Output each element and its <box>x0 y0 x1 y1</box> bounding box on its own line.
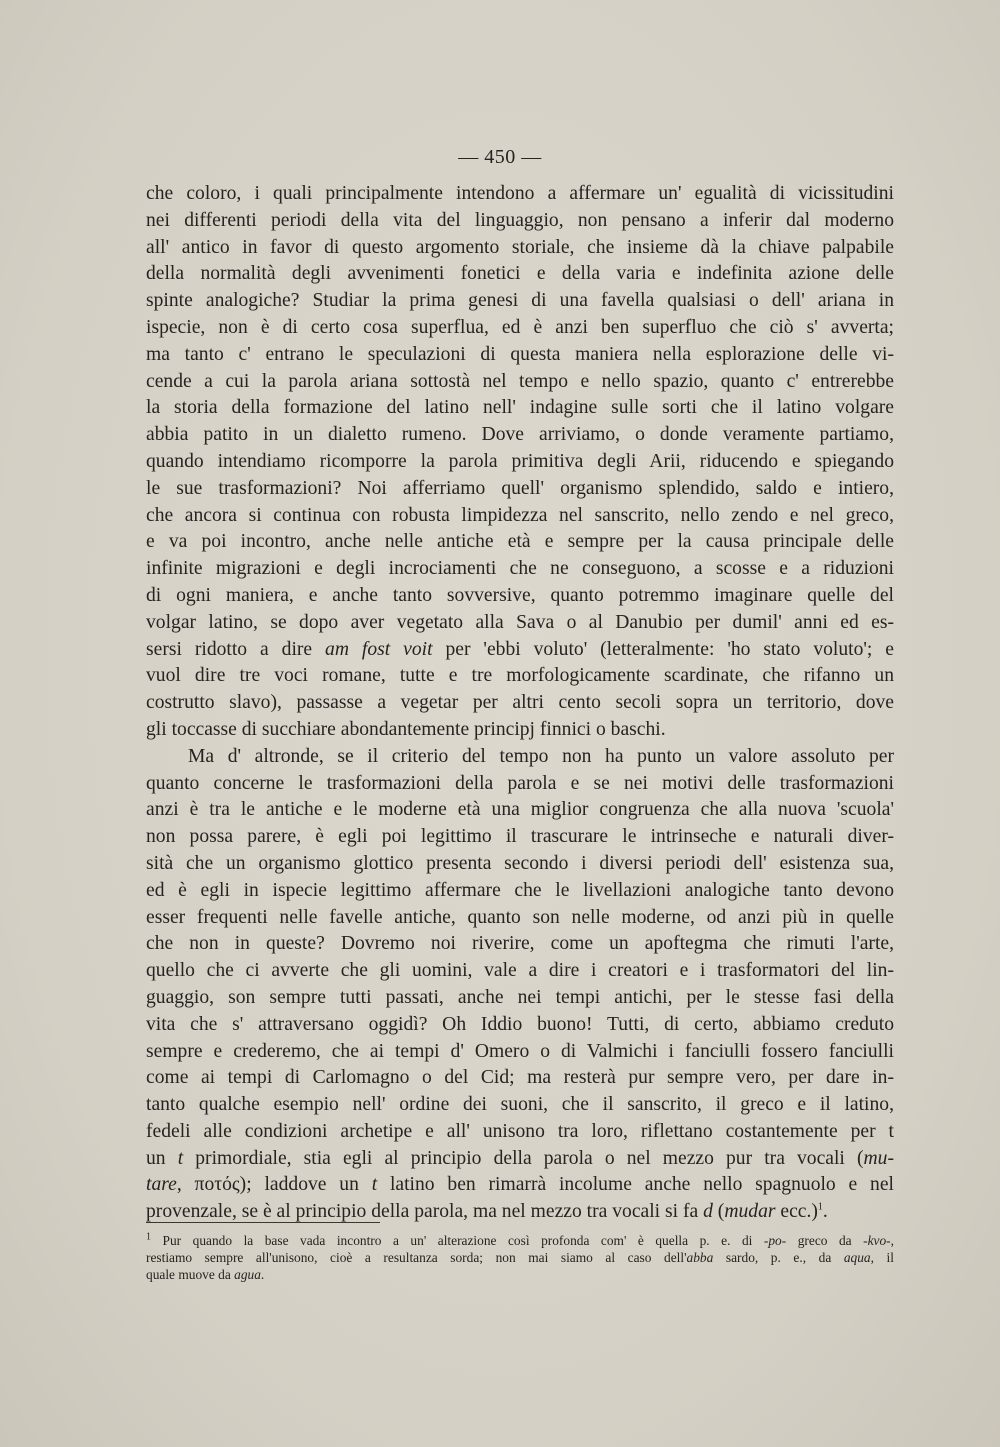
italic-word: -po- <box>763 1233 787 1248</box>
text-line: le sue trasformazioni? Noi afferriamo quell' organismo splendido, saldo e intiero, <box>146 477 894 499</box>
text-line: e va poi incontro, anche nelle antiche età e sempre per la causa principale delle <box>146 531 894 553</box>
text-run: sersi ridotto a dire <box>146 638 326 660</box>
text-line: costrutto slavo), passasse a vegetar per altri cento secoli sopra un territorio, dove <box>146 692 894 714</box>
text-line: che coloro, i quali principalmente intendono a affermare un' egualità di vicissitudini <box>146 183 894 204</box>
text-line: sempre e crederemo, che ai tempi d' Omero o di Valmichi i fanciulli fossero fanciulli <box>146 1040 894 1062</box>
text-run: greco da <box>786 1233 864 1248</box>
text-line: esser frequenti nelle favelle antiche, quanto son nelle moderne, od anzi più in quelle <box>146 906 894 928</box>
text-line <box>146 1172 894 1199</box>
footnote-divider <box>146 1222 380 1223</box>
page-number: — 450 — <box>458 146 542 168</box>
text-line: quello che ci avverte che gli uomini, vale a dire i creatori e i trasformatori del lin- <box>146 960 894 982</box>
italic-word: tare <box>146 1174 177 1196</box>
text-line: la storia della formazione del latino nell' indagine sulle sorti che il latino volgare <box>146 397 894 419</box>
text-run: provenzale, se è al principio della parola, ma nel mezzo tra vocali si fa <box>146 1201 704 1223</box>
text-run: latino ben rimarrà incolume anche nello spagnuolo e nel <box>377 1174 894 1196</box>
italic-word: abba <box>686 1250 714 1265</box>
text-line: quando intendiamo ricomporre la parola primitiva degli Arii, riducendo e spiegando <box>146 450 894 472</box>
text-line: che ancora si continua con robusta limpidezza nel sanscrito, nello zendo e nel greco, <box>146 504 894 526</box>
text-line: guaggio, son sempre tutti passati, anche nei tempi antichi, per le stesse fasi della <box>146 986 894 1008</box>
text-run: restiamo sempre all'unisono, cioè a resultanza sorda; non mai siamo al caso dell' <box>146 1250 687 1265</box>
text-line: infinite migrazioni e degli incrociamenti che ne conseguono, a scosse e a riduzioni <box>146 558 894 580</box>
text-run: per 'ebbi voluto' (letteralmente: 'ho stato voluto'; e <box>432 638 894 660</box>
text-line: vita che s' attraversano oggidì? Oh Iddio buono! Tutti, di certo, abbiamo creduto <box>146 1013 894 1035</box>
italic-word: mu- <box>863 1147 894 1169</box>
text-line: gli toccasse di succhiare abondantemente principj finnici o baschi. <box>146 718 666 740</box>
text-run: Pur quando la base vada incontro a un' alterazione così profonda com' è quella p. e. di <box>162 1233 764 1248</box>
text-line: fedeli alle condizioni archetipe e all' unisono tra loro, riflettano costantemente per t <box>146 1120 894 1142</box>
text-run: ecc.) <box>775 1201 818 1223</box>
text-run: primordiale, stia egli al principio della parola o nel mezzo pur tra vocali ( <box>183 1147 864 1169</box>
text-line: cende a cui la parola ariana sottostà nel tempo e nello spazio, quanto c' entrerebbe <box>146 370 894 392</box>
text-line: vuol dire tre voci romane, tutte e tre morfologicamente scardinate, che rifanno un <box>146 665 894 687</box>
text-line: di ogni maniera, e anche tanto sovversive, quanto potremmo imaginare quelle del <box>146 584 894 606</box>
text-line: abbia patito in un dialetto rumeno. Dove arriviamo, o donde veramente partiamo, <box>146 424 894 446</box>
italic-word: agua <box>234 1267 261 1282</box>
text-line: come ai tempi di Carlomagno o del Cid; ma resterà pur sempre vero, per dare in- <box>146 1067 894 1089</box>
text-run: sardo, p. e., da <box>713 1250 844 1265</box>
text-line: che non in queste? Dovremo noi riverire, come un apoftegma che rimuti l'arte, <box>146 933 894 955</box>
text-line: all' antico in favor di questo argomento storiale, che insieme dà la chiave palpabile <box>146 236 894 258</box>
text-line: ed è egli in ispecie legittimo affermare che le livellazioni analogiche tanto devono <box>146 879 894 901</box>
italic-word: -kvo- <box>863 1233 891 1248</box>
text-line: sità che un organismo glottico presenta secondo i diversi periodi dell' esistenza sua, <box>146 852 894 874</box>
text-line: anzi è tra le antiche e le moderne età una miglior congruenza che alla nuova 'scuola' <box>146 799 894 821</box>
italic-word: mudar <box>724 1201 776 1223</box>
footnote-line <box>146 1266 894 1283</box>
footnote-line <box>146 1249 894 1266</box>
footnote-reference[interactable]: 1 <box>817 1201 823 1213</box>
text-line <box>146 637 894 664</box>
footnote-line <box>146 1232 894 1249</box>
text-line: spinte analogiche? Studiar la prima genesi di una favella qualsiasi o dell' ariana in <box>146 290 894 312</box>
text-line <box>146 1146 894 1173</box>
text-run: quale muove da <box>146 1267 235 1282</box>
text-line: tanto qualche esempio nell' ordine dei suoni, che il sanscrito, il greco e il latino, <box>146 1094 894 1116</box>
text-run: , πoτός); laddove un <box>176 1174 372 1196</box>
text-run: . <box>822 1201 828 1223</box>
text-line: della normalità degli avvenimenti fonetici e della varia e indefinita azione delle <box>146 263 894 285</box>
text-line: ispecie, non è di certo cosa superflua, ed è anzi ben superfluo che ciò s' avverta; <box>146 316 894 338</box>
text-line: non possa parere, è egli poi legittimo il trascurare le intrinseche e naturali diver- <box>146 826 894 848</box>
footnote-marker: 1 <box>146 1231 151 1243</box>
italic-word: aqua <box>843 1250 871 1265</box>
text-line: nei differenti periodi della vita del linguaggio, non pensano a inferir dal moderno <box>146 209 894 231</box>
text-line: ma tanto c' entrano le speculazioni di questa maniera nella esplorazione delle vi- <box>146 343 894 365</box>
italic-letter: t <box>371 1174 378 1196</box>
text-run: ( <box>712 1201 725 1223</box>
text-run: un <box>146 1147 178 1169</box>
text-line: quanto concerne le trasformazioni della parola e se nei motivi delle trasformazioni <box>146 772 894 794</box>
italic-letter: t <box>177 1147 184 1169</box>
italic-letter: d <box>703 1201 713 1223</box>
text-run: , <box>890 1233 894 1248</box>
text-run: , il <box>870 1250 894 1265</box>
text-line: volgar latino, se dopo aver vegetato alla Sava o al Danubio per dumil' anni ed es- <box>146 611 894 633</box>
italic-phrase: am fost voit <box>325 638 433 660</box>
footnote <box>146 1232 894 1283</box>
text-run: . <box>260 1267 265 1282</box>
paragraph-start-line: Ma d' altronde, se il criterio del tempo non ha punto un valore assoluto per <box>188 745 894 767</box>
main-text <box>146 181 894 1226</box>
